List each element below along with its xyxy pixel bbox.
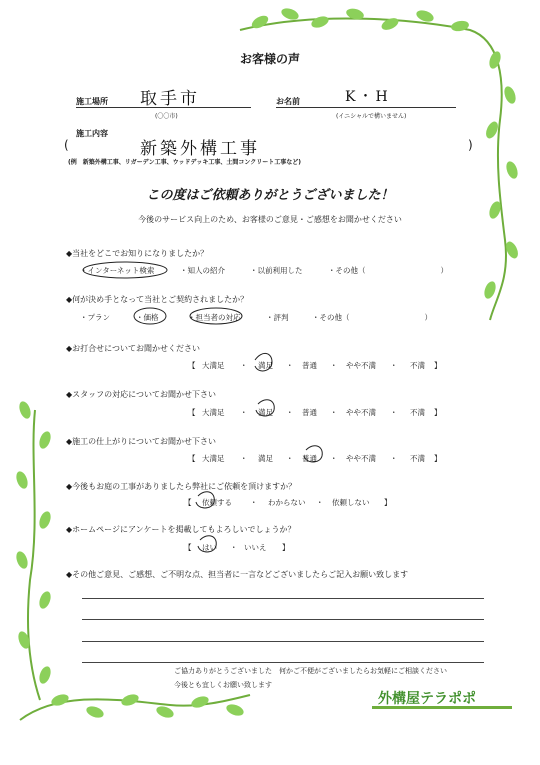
q4-sep: ・ [390,408,398,417]
q3-sep: ・ [286,361,294,370]
q7-bracket-open: 【 [184,543,192,552]
q4-option-unsatisfied[interactable]: 不満 [410,408,425,417]
question-4: ◆スタッフの対応についてお聞かせ下さい [66,390,216,399]
brand-logo: 外構屋テラポポ [378,691,476,707]
q5-option-very-satisfied[interactable]: 大満足 [202,454,225,463]
q4-bracket-close: 】 [434,408,442,417]
q5-bracket-open: 【 [188,454,196,463]
q3-option-average[interactable]: 普通 [302,361,317,370]
q1-option-referral[interactable]: ・知人の紹介 [180,266,225,275]
q7-option-no[interactable]: いいえ [244,543,267,552]
q6-option-no-request[interactable]: 依頼しない [332,498,370,507]
q7-bracket-close: 】 [282,543,290,552]
q4-option-slightly-unsatisfied[interactable]: やや不満 [346,408,376,417]
q2-price-circle-mark [134,308,166,324]
q3-circle-mark [255,353,272,371]
q5-circle-mark [304,446,322,462]
q4-option-satisfied[interactable]: 満足 [258,408,273,417]
q7-sep: ・ [230,543,238,552]
q1-circle-mark [83,262,167,278]
q6-sep: ・ [316,498,324,507]
q5-sep: ・ [390,454,398,463]
q1-option-internet[interactable]: ・インターネット検索 [80,266,155,275]
q5-option-unsatisfied[interactable]: 不満 [410,454,425,463]
footer-line-2: 今後とも宜しくお願い致します [174,681,272,689]
q4-sep: ・ [240,408,248,417]
thanks-heading: この度はご依頼ありがとうございました！ [146,188,394,203]
q4-circle-mark [256,400,274,416]
q4-option-very-satisfied[interactable]: 大満足 [202,408,225,417]
site-value: 取手市 [140,89,200,109]
content-close-paren: ) [468,138,473,152]
q7-option-yes[interactable]: はい [202,543,217,552]
name-hint: (イニシャルで構いません) [336,113,407,120]
q5-option-satisfied[interactable]: 満足 [258,454,273,463]
q2-option-reputation[interactable]: ・評判 [266,313,289,322]
brand-underline [372,706,512,709]
question-3: ◆お打合せについてお聞かせください [66,344,200,353]
q3-sep: ・ [330,361,338,370]
q6-circle-mark [196,492,214,508]
intro-text: 今後のサービス向上のため、お客様のご意見・ご感想をお聞かせください [138,215,402,224]
q6-sep: ・ [250,498,258,507]
question-6: ◆今後もお庭の工事がありましたら弊社にご依頼を頂けますか？ [66,482,297,491]
q4-option-average[interactable]: 普通 [302,408,317,417]
site-hint: (〇〇市) [155,113,178,120]
q4-sep: ・ [330,408,338,417]
q1-option-other[interactable]: ・その他（ ） [328,266,448,275]
q2-option-price[interactable]: ・価格 [136,313,159,322]
site-label: 施工場所 [76,97,108,106]
q5-sep: ・ [286,454,294,463]
q4-bracket-open: 【 [188,408,196,417]
q3-bracket-open: 【 [188,361,196,370]
q1-option-previous[interactable]: ・以前利用した [250,266,303,275]
q3-option-unsatisfied[interactable]: 不満 [410,361,425,370]
question-5: ◆施工の仕上がりについてお聞かせ下さい [66,437,216,446]
question-1: ◆当社をどこでお知りになりましたか？ [66,249,209,258]
q2-option-staff[interactable]: ・担当者の対応 [188,313,241,322]
footer-line-1: ご協力ありがとうございました 何かご不便がございましたらお気軽にご相談ください [174,667,447,675]
q5-bracket-close: 】 [434,454,442,463]
q3-option-satisfied[interactable]: 満足 [258,361,273,370]
q3-option-very-satisfied[interactable]: 大満足 [202,361,225,370]
content-value: 新築外構工事 [140,139,260,159]
q7-circle-mark [198,536,216,552]
q5-option-slightly-unsatisfied[interactable]: やや不満 [346,454,376,463]
q2-option-other[interactable]: ・その他（ ） [312,313,432,322]
q5-option-average[interactable]: 普通 [302,454,317,463]
content-example: (例 新築外構工事、リガーデン工事、ウッドデッキ工事、土間コンクリート工事など) [68,159,301,166]
q5-sep: ・ [330,454,338,463]
q2-staff-circle-mark [190,308,242,324]
q6-bracket-close: 】 [384,498,392,507]
q3-sep: ・ [240,361,248,370]
question-2: ◆何が決め手となって当社とご契約されましたか？ [66,295,249,304]
q6-bracket-open: 【 [184,498,192,507]
q2-option-plan[interactable]: ・プラン [80,313,110,322]
content-label: 施工内容 [76,129,108,138]
page-title: お客様の声 [239,52,300,66]
q3-bracket-close: 】 [434,361,442,370]
question-7: ◆ホームページにアンケートを掲載してもよろしいでしょうか？ [66,525,296,534]
q6-option-request[interactable]: 依頼する [202,498,232,507]
q5-sep: ・ [240,454,248,463]
q6-option-undecided[interactable]: わからない [268,498,306,507]
q3-option-slightly-unsatisfied[interactable]: やや不満 [346,361,376,370]
content-open-paren: ( [64,138,69,152]
q3-sep: ・ [390,361,398,370]
q4-sep: ・ [286,408,294,417]
question-8: ◆その他ご意見、ご感想、ご不明な点、担当者に一言などございましたらご記入お願い致します [66,570,409,579]
name-label: お名前 [276,97,300,106]
name-value: K・H [345,89,391,105]
